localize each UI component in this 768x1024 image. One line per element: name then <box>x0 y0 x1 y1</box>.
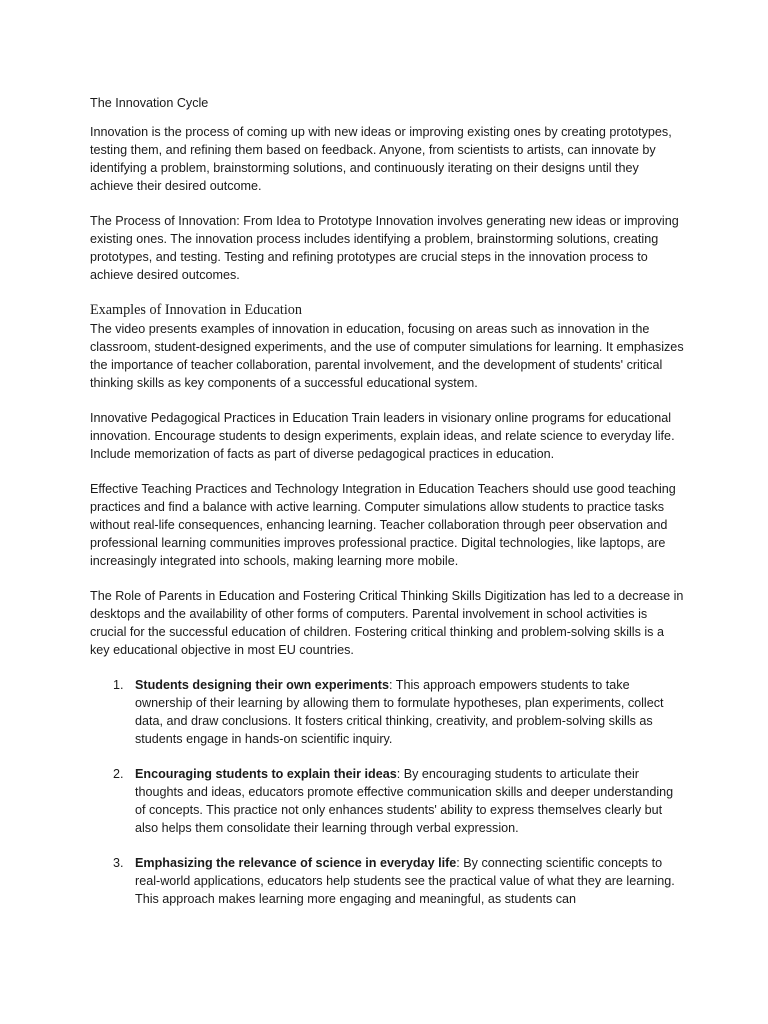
intro-paragraph: The Process of Innovation: From Idea to Prototype Innovation involves generating new ideas or improving existing ones. The innovation process includes identifying a problem, brainstorming solutions, creating prototypes, and testing. Testing and refining prototypes are crucial steps in the innovation process to achieve desired outcomes. <box>90 214 679 282</box>
intro-paragraph: Innovation is the process of coming up with new ideas or improving existing ones by creating prototypes, testing them, and refining them based on feedback. Anyone, from scientists to artists, can innovate by identifying a problem, brainstorming solutions, and continuously iterating on their designs until they achieve their desired outcome. <box>90 125 672 193</box>
section-paragraph: The Role of Parents in Education and Fostering Critical Thinking Skills Digitization has led to a decrease in desktops and the availability of other forms of computers. Parental involvement in school activities is crucial for the successful education of children. Fostering critical thinking and problem-solving skills is a key educational objective in most EU countries. <box>90 589 684 657</box>
list-item-bold: Encouraging students to explain their ideas <box>135 767 397 781</box>
section-paragraph: Innovative Pedagogical Practices in Education Train leaders in visionary online programs for educational innovation. Encourage students to design experiments, explain ideas, and relate science to everyday life. Include memorization of facts as part of diverse pedagogical practices in education. <box>90 411 675 461</box>
list-item-text: : By encouraging students to articulate their thoughts and ideas, educators promote effective communication skills and deeper understanding of concepts. This practice not only enhances students' ability to express themselves clearly but also helps them consolidate their learning through verbal expression. <box>135 767 674 835</box>
list-item-bold: Students designing their own experiments <box>135 678 390 692</box>
list-item-bold: Emphasizing the relevance of science in everyday life <box>135 856 457 870</box>
document-title: The Innovation Cycle <box>90 96 209 110</box>
list-item-number: 2. <box>113 767 124 781</box>
list-item-text: : This approach empowers students to take ownership of their learning by allowing them to formulate hypotheses, plan experiments, collect data, and draw conclusions. It fosters critical thinking, creativity, and problem-solving skills as students engage in hands-on scientific inquiry. <box>135 678 664 746</box>
list-item-number: 1. <box>113 678 124 692</box>
list-item-number: 3. <box>113 856 124 870</box>
section-paragraph: Effective Teaching Practices and Technology Integration in Education Teachers should use good teaching practices and find a balance with active learning. Computer simulations allow students to practice tasks without real-life consequences, enhancing learning. Teacher collaboration through peer observation and professional learning communities improves professional practice. Digital technologies, like laptops, are increasingly integrated into schools, making learning more mobile. <box>90 482 676 568</box>
section-paragraph: The video presents examples of innovation in education, focusing on areas such as innovation in the classroom, student-designed experiments, and the use of computer simulations for learning. It emphasizes the importance of teacher collaboration, parental involvement, and the development of students' critical thinking skills as key components of a successful educational system. <box>90 322 684 390</box>
list-item <box>113 854 684 908</box>
section-heading: Examples of Innovation in Education <box>90 302 302 318</box>
list-item <box>113 676 684 748</box>
list-item-text: : By connecting scientific concepts to real-world applications, educators help students see the practical value of what they are learning. This approach makes learning more engaging and meaningful, as students can <box>135 856 675 906</box>
list-item <box>113 765 684 837</box>
numbered-list <box>90 676 684 908</box>
